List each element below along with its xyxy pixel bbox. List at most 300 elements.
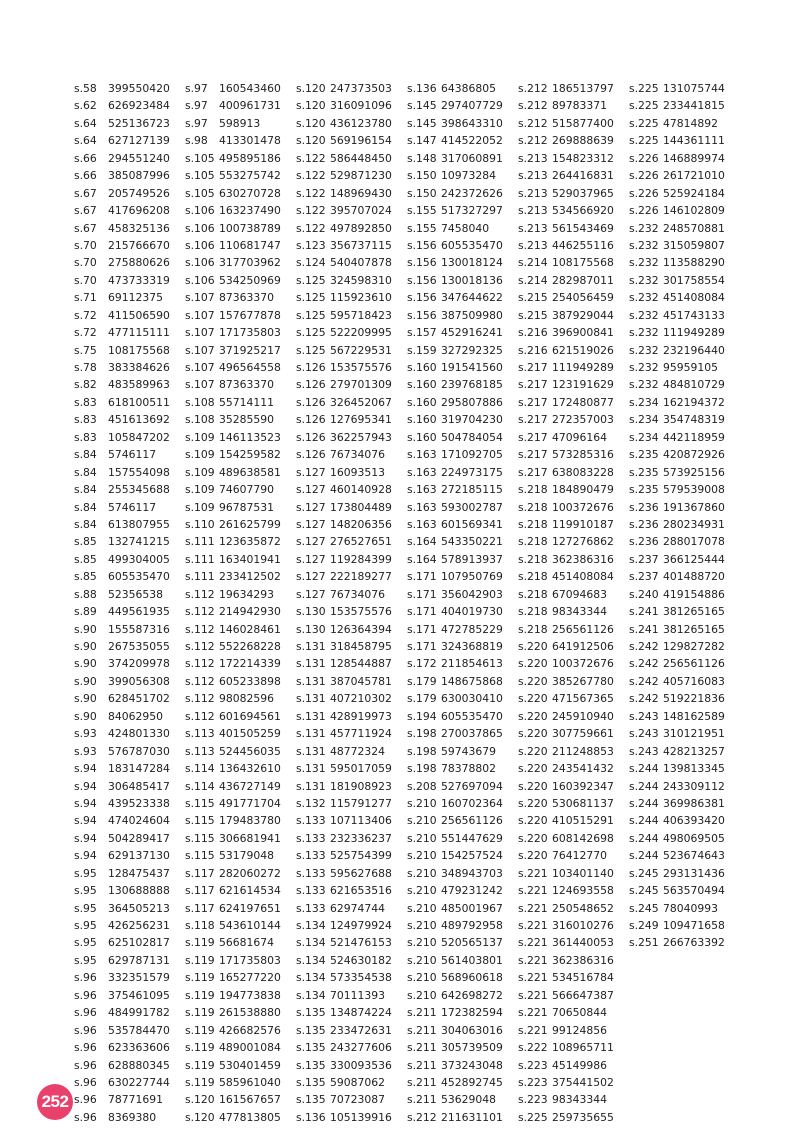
entry-number: 111949289 — [552, 361, 614, 374]
index-entry — [518, 638, 629, 655]
entry-number: 259735655 — [552, 1110, 614, 1124]
entry-number: 47814892 — [663, 116, 718, 130]
entry-number: 48772324 — [330, 744, 385, 758]
entry-number: 567229531 — [330, 343, 392, 357]
index-entry — [629, 359, 740, 376]
entry-page-ref: s.211 — [407, 1041, 437, 1055]
entry-page-ref: s.221 — [518, 971, 548, 985]
index-entry — [296, 429, 407, 446]
index-entry — [74, 376, 185, 393]
index-entry — [629, 551, 740, 568]
entry-page-ref: s.131 — [296, 640, 326, 653]
index-entry — [74, 708, 185, 725]
index-entry — [74, 237, 185, 254]
index-entry — [296, 132, 407, 149]
index-entry — [185, 1091, 296, 1108]
index-entry — [296, 464, 407, 481]
entry-page-ref: s.241 — [629, 622, 659, 636]
entry-page-ref: s.127 — [296, 483, 326, 497]
entry-page-ref: s.96 — [74, 1023, 97, 1037]
entry-page-ref: s.122 — [296, 151, 326, 165]
entry-page-ref: s.133 — [296, 814, 326, 828]
index-entry — [407, 987, 518, 1004]
index-entry — [296, 551, 407, 568]
entry-number: 579539008 — [663, 483, 725, 497]
entry-number: 78040993 — [663, 901, 718, 915]
entry-page-ref: s.220 — [518, 779, 548, 793]
entry-number: 109471658 — [663, 919, 725, 932]
entry-number: 87363370 — [219, 291, 274, 305]
entry-number: 452892745 — [441, 1075, 503, 1089]
index-entry — [74, 481, 185, 498]
index-entry — [296, 446, 407, 463]
entry-page-ref: s.119 — [185, 1041, 215, 1055]
index-entry — [629, 324, 740, 341]
entry-number: 318458795 — [330, 640, 392, 653]
entry-number: 525136723 — [108, 116, 170, 130]
entry-number: 362257943 — [330, 430, 392, 444]
entry-number: 256561126 — [663, 657, 725, 671]
index-entry — [296, 394, 407, 411]
entry-number: 261625799 — [219, 517, 281, 531]
entry-number: 522209995 — [330, 326, 392, 340]
entry-number: 215766670 — [108, 238, 170, 252]
entry-number: 399550420 — [108, 82, 170, 95]
index-entry — [296, 795, 407, 812]
index-entry — [629, 638, 740, 655]
entry-page-ref: s.126 — [296, 413, 326, 427]
entry-page-ref: s.211 — [407, 1023, 437, 1037]
entry-number: 184890479 — [552, 483, 614, 497]
index-entry — [296, 603, 407, 620]
entry-number: 191541560 — [441, 361, 503, 374]
index-entry — [185, 987, 296, 1004]
entry-number: 171092705 — [441, 448, 503, 462]
index-entry — [407, 638, 518, 655]
entry-number: 111949289 — [663, 326, 725, 340]
entry-number: 157677878 — [219, 308, 281, 322]
entry-page-ref: s.156 — [407, 273, 437, 287]
entry-page-ref: s.212 — [518, 99, 548, 113]
index-entry — [629, 934, 740, 951]
entry-page-ref: s.107 — [185, 308, 215, 322]
entry-page-ref: s.113 — [185, 727, 215, 741]
entry-number: 396900841 — [552, 326, 614, 340]
entry-number: 45149986 — [552, 1058, 607, 1072]
index-entry — [185, 359, 296, 376]
index-entry — [629, 132, 740, 149]
entry-number: 595627688 — [330, 866, 392, 880]
entry-page-ref: s.126 — [296, 448, 326, 462]
entry-number: 119284399 — [330, 552, 392, 566]
entry-number: 356042903 — [441, 587, 503, 601]
index-entry — [407, 324, 518, 341]
index-entry — [518, 97, 629, 114]
entry-page-ref: s.109 — [185, 430, 215, 444]
index-entry — [518, 586, 629, 603]
entry-page-ref: s.111 — [185, 570, 215, 584]
entry-number: 248570881 — [663, 221, 725, 235]
entry-page-ref: s.94 — [74, 796, 97, 810]
entry-page-ref: s.107 — [185, 361, 215, 374]
entry-number: 293131436 — [663, 866, 725, 880]
entry-page-ref: s.117 — [185, 884, 215, 898]
entry-page-ref: s.134 — [296, 919, 326, 932]
entry-number: 529871230 — [330, 169, 392, 183]
index-entry — [185, 568, 296, 585]
entry-number: 525924184 — [663, 186, 725, 200]
entry-number: 186513797 — [552, 82, 614, 95]
entry-page-ref: s.58 — [74, 82, 97, 95]
entry-page-ref: s.131 — [296, 692, 326, 706]
index-entry — [629, 655, 740, 672]
entry-number: 529037965 — [552, 186, 614, 200]
entry-number: 404019730 — [441, 605, 503, 619]
entry-number: 100372676 — [552, 657, 614, 671]
index-entry — [407, 551, 518, 568]
entry-number: 324368819 — [441, 640, 503, 653]
index-entry — [74, 464, 185, 481]
index-entry — [296, 272, 407, 289]
entry-page-ref: s.106 — [185, 256, 215, 270]
entry-number: 621653516 — [330, 884, 392, 898]
index-entry — [518, 952, 629, 969]
entry-page-ref: s.125 — [296, 326, 326, 340]
index-entry — [185, 586, 296, 603]
entry-page-ref: s.84 — [74, 517, 97, 531]
entry-page-ref: s.210 — [407, 901, 437, 915]
entry-page-ref: s.217 — [518, 378, 548, 392]
entry-number: 419154886 — [663, 587, 725, 601]
entry-page-ref: s.72 — [74, 308, 97, 322]
entry-page-ref: s.131 — [296, 744, 326, 758]
entry-page-ref: s.212 — [407, 1110, 437, 1124]
index-entry — [185, 80, 296, 97]
index-entry — [629, 446, 740, 463]
entry-number: 129827282 — [663, 640, 725, 653]
index-entry — [407, 394, 518, 411]
entry-number: 595718423 — [330, 308, 392, 322]
index-entry — [74, 830, 185, 847]
index-entry — [296, 586, 407, 603]
entry-page-ref: s.232 — [629, 343, 659, 357]
index-entry — [296, 934, 407, 951]
entry-page-ref: s.210 — [407, 884, 437, 898]
entry-page-ref: s.210 — [407, 988, 437, 1002]
entry-page-ref: s.220 — [518, 814, 548, 828]
entry-page-ref: s.172 — [407, 657, 437, 671]
entry-page-ref: s.106 — [185, 221, 215, 235]
entry-page-ref: s.213 — [518, 186, 548, 200]
entry-page-ref: s.108 — [185, 413, 215, 427]
entry-number: 472785229 — [441, 622, 503, 636]
entry-page-ref: s.131 — [296, 779, 326, 793]
index-entry — [74, 969, 185, 986]
entry-number: 254056459 — [552, 291, 614, 305]
index-entry — [629, 603, 740, 620]
entry-page-ref: s.171 — [407, 640, 437, 653]
entry-number: 89783371 — [552, 99, 607, 113]
index-entry — [296, 1039, 407, 1056]
index-entry — [185, 621, 296, 638]
entry-page-ref: s.119 — [185, 1006, 215, 1020]
entry-number: 305739509 — [441, 1041, 503, 1055]
entry-number: 517327297 — [441, 204, 503, 218]
index-entry — [296, 1057, 407, 1074]
index-entry — [629, 307, 740, 324]
index-entry — [296, 865, 407, 882]
index-entry — [74, 882, 185, 899]
index-entry — [518, 1091, 629, 1108]
entry-page-ref: s.223 — [518, 1075, 548, 1089]
entry-page-ref: s.236 — [629, 535, 659, 549]
entry-number: 304063016 — [441, 1023, 503, 1037]
index-entry — [407, 307, 518, 324]
entry-number: 148969430 — [330, 186, 392, 200]
index-entry — [629, 516, 740, 533]
entry-page-ref: s.70 — [74, 256, 97, 270]
entry-page-ref: s.95 — [74, 919, 97, 932]
index-entry — [296, 1004, 407, 1021]
entry-page-ref: s.115 — [185, 831, 215, 845]
index-entry — [185, 778, 296, 795]
entry-page-ref: s.115 — [185, 814, 215, 828]
index-column — [407, 80, 518, 1124]
page-number-badge: 252 — [37, 1084, 73, 1120]
index-entry — [74, 673, 185, 690]
entry-page-ref: s.134 — [296, 936, 326, 950]
entry-number: 410515291 — [552, 814, 614, 828]
entry-number: 100738789 — [219, 221, 281, 235]
entry-number: 165277220 — [219, 971, 281, 985]
index-entry — [296, 481, 407, 498]
entry-number: 498069505 — [663, 831, 725, 845]
index-entry — [629, 900, 740, 917]
entry-page-ref: s.135 — [296, 1058, 326, 1072]
index-entry — [518, 446, 629, 463]
entry-page-ref: s.119 — [185, 936, 215, 950]
entry-number: 420872926 — [663, 448, 725, 462]
index-entry — [518, 464, 629, 481]
entry-number: 139813345 — [663, 762, 725, 776]
entry-page-ref: s.221 — [518, 901, 548, 915]
index-entry — [629, 621, 740, 638]
index-entry — [74, 795, 185, 812]
entry-number: 330093536 — [330, 1058, 392, 1072]
entry-page-ref: s.122 — [296, 169, 326, 183]
index-entry — [629, 342, 740, 359]
index-entry — [629, 481, 740, 498]
entry-number: 515877400 — [552, 116, 614, 130]
entry-number: 173804489 — [330, 500, 392, 514]
entry-page-ref: s.212 — [518, 134, 548, 148]
entry-number: 629137130 — [108, 849, 170, 863]
index-entry — [629, 185, 740, 202]
entry-page-ref: s.225 — [629, 134, 659, 148]
index-entry — [518, 167, 629, 184]
entry-page-ref: s.210 — [407, 849, 437, 863]
entry-number: 534516784 — [552, 971, 614, 985]
entry-page-ref: s.89 — [74, 605, 97, 619]
entry-number: 484991782 — [108, 1006, 170, 1020]
index-entry — [185, 760, 296, 777]
entry-page-ref: s.234 — [629, 413, 659, 427]
entry-number: 573925156 — [663, 465, 725, 479]
index-entry — [407, 220, 518, 237]
entry-page-ref: s.94 — [74, 814, 97, 828]
entry-page-ref: s.134 — [296, 988, 326, 1002]
index-entry — [629, 690, 740, 707]
entry-page-ref: s.217 — [518, 413, 548, 427]
entry-page-ref: s.242 — [629, 657, 659, 671]
index-entry — [185, 655, 296, 672]
entry-number: 525754399 — [330, 849, 392, 863]
entry-number: 369986381 — [663, 796, 725, 810]
entry-page-ref: s.117 — [185, 901, 215, 915]
entry-page-ref: s.94 — [74, 779, 97, 793]
entry-page-ref: s.112 — [185, 692, 215, 706]
entry-number: 381265165 — [663, 605, 725, 619]
entry-page-ref: s.127 — [296, 465, 326, 479]
entry-page-ref: s.67 — [74, 221, 97, 235]
index-entry — [296, 743, 407, 760]
entry-number: 496564558 — [219, 361, 281, 374]
index-entry — [296, 376, 407, 393]
entry-number: 477813805 — [219, 1110, 281, 1124]
entry-number: 407210302 — [330, 692, 392, 706]
index-entry — [296, 185, 407, 202]
entry-page-ref: s.245 — [629, 866, 659, 880]
index-entry — [629, 882, 740, 899]
entry-number: 295807886 — [441, 395, 503, 409]
index-entry — [629, 376, 740, 393]
index-entry — [518, 1109, 629, 1126]
entry-number: 105847202 — [108, 430, 170, 444]
entry-number: 521476153 — [330, 936, 392, 950]
entry-page-ref: s.126 — [296, 378, 326, 392]
entry-number: 222189277 — [330, 570, 392, 584]
entry-page-ref: s.127 — [296, 587, 326, 601]
entry-number: 484810729 — [663, 378, 725, 392]
entry-number: 250548652 — [552, 901, 614, 915]
entry-page-ref: s.171 — [407, 622, 437, 636]
entry-page-ref: s.222 — [518, 1041, 548, 1055]
index-entry — [185, 150, 296, 167]
entry-number: 366125444 — [663, 552, 725, 566]
entry-page-ref: s.240 — [629, 587, 659, 601]
index-entry — [185, 429, 296, 446]
entry-number: 126364394 — [330, 622, 392, 636]
index-column — [296, 80, 407, 1124]
index-entry — [296, 621, 407, 638]
entry-page-ref: s.126 — [296, 361, 326, 374]
index-entry — [407, 185, 518, 202]
index-entry — [185, 533, 296, 550]
entry-number: 568960618 — [441, 971, 503, 985]
index-entry — [185, 673, 296, 690]
index-entry — [407, 446, 518, 463]
entry-page-ref: s.213 — [518, 169, 548, 183]
entry-number: 181908923 — [330, 779, 392, 793]
entry-number: 399056308 — [108, 674, 170, 688]
entry-page-ref: s.94 — [74, 762, 97, 776]
entry-page-ref: s.106 — [185, 238, 215, 252]
index-entry — [185, 464, 296, 481]
index-entry — [518, 865, 629, 882]
entry-number: 69112375 — [108, 291, 163, 305]
entry-page-ref: s.105 — [185, 151, 215, 165]
entry-number: 543350221 — [441, 535, 503, 549]
index-entry — [74, 289, 185, 306]
entry-page-ref: s.242 — [629, 640, 659, 653]
entry-page-ref: s.82 — [74, 378, 97, 392]
entry-number: 107113406 — [330, 814, 392, 828]
index-entry — [629, 586, 740, 603]
entry-number: 317703962 — [219, 256, 281, 270]
entry-number: 362386316 — [552, 552, 614, 566]
entry-number: 627127139 — [108, 134, 170, 148]
entry-number: 172480877 — [552, 395, 614, 409]
index-entry — [407, 882, 518, 899]
entry-page-ref: s.179 — [407, 692, 437, 706]
index-entry — [296, 847, 407, 864]
index-entry — [74, 568, 185, 585]
entry-number: 76412770 — [552, 849, 607, 863]
index-entry — [518, 307, 629, 324]
entry-number: 306681941 — [219, 831, 281, 845]
entry-page-ref: s.198 — [407, 744, 437, 758]
entry-number: 55714111 — [219, 395, 274, 409]
entry-number: 297407729 — [441, 99, 503, 113]
entry-number: 100372676 — [552, 500, 614, 514]
entry-page-ref: s.62 — [74, 99, 97, 113]
entry-number: 70111393 — [330, 988, 385, 1002]
index-entry — [74, 429, 185, 446]
index-entry — [74, 307, 185, 324]
entry-page-ref: s.111 — [185, 552, 215, 566]
entry-page-ref: s.163 — [407, 448, 437, 462]
index-entry — [518, 202, 629, 219]
entry-number: 232196440 — [663, 343, 725, 357]
entry-number: 154259582 — [219, 448, 281, 462]
entry-number: 211631101 — [441, 1110, 503, 1124]
entry-number: 387509980 — [441, 308, 503, 322]
index-entry — [185, 132, 296, 149]
index-entry — [74, 934, 185, 951]
index-entry — [407, 429, 518, 446]
index-column — [74, 80, 185, 1124]
entry-page-ref: s.241 — [629, 605, 659, 619]
entry-page-ref: s.136 — [296, 1110, 326, 1124]
entry-number: 270037865 — [441, 727, 503, 741]
index-entry — [518, 220, 629, 237]
entry-page-ref: s.85 — [74, 535, 97, 549]
entry-number: 452916241 — [441, 326, 503, 340]
entry-number: 245910940 — [552, 709, 614, 723]
index-entry — [518, 150, 629, 167]
entry-number: 76734076 — [330, 448, 385, 462]
index-entry — [518, 917, 629, 934]
entry-number: 105139916 — [330, 1110, 392, 1124]
entry-number: 491771704 — [219, 796, 281, 810]
index-entry — [629, 202, 740, 219]
index-entry — [518, 289, 629, 306]
index-entry — [629, 272, 740, 289]
entry-number: 348943703 — [441, 866, 503, 880]
index-entry — [518, 533, 629, 550]
entry-number: 630270728 — [219, 186, 281, 200]
entry-number: 243309112 — [663, 779, 725, 793]
